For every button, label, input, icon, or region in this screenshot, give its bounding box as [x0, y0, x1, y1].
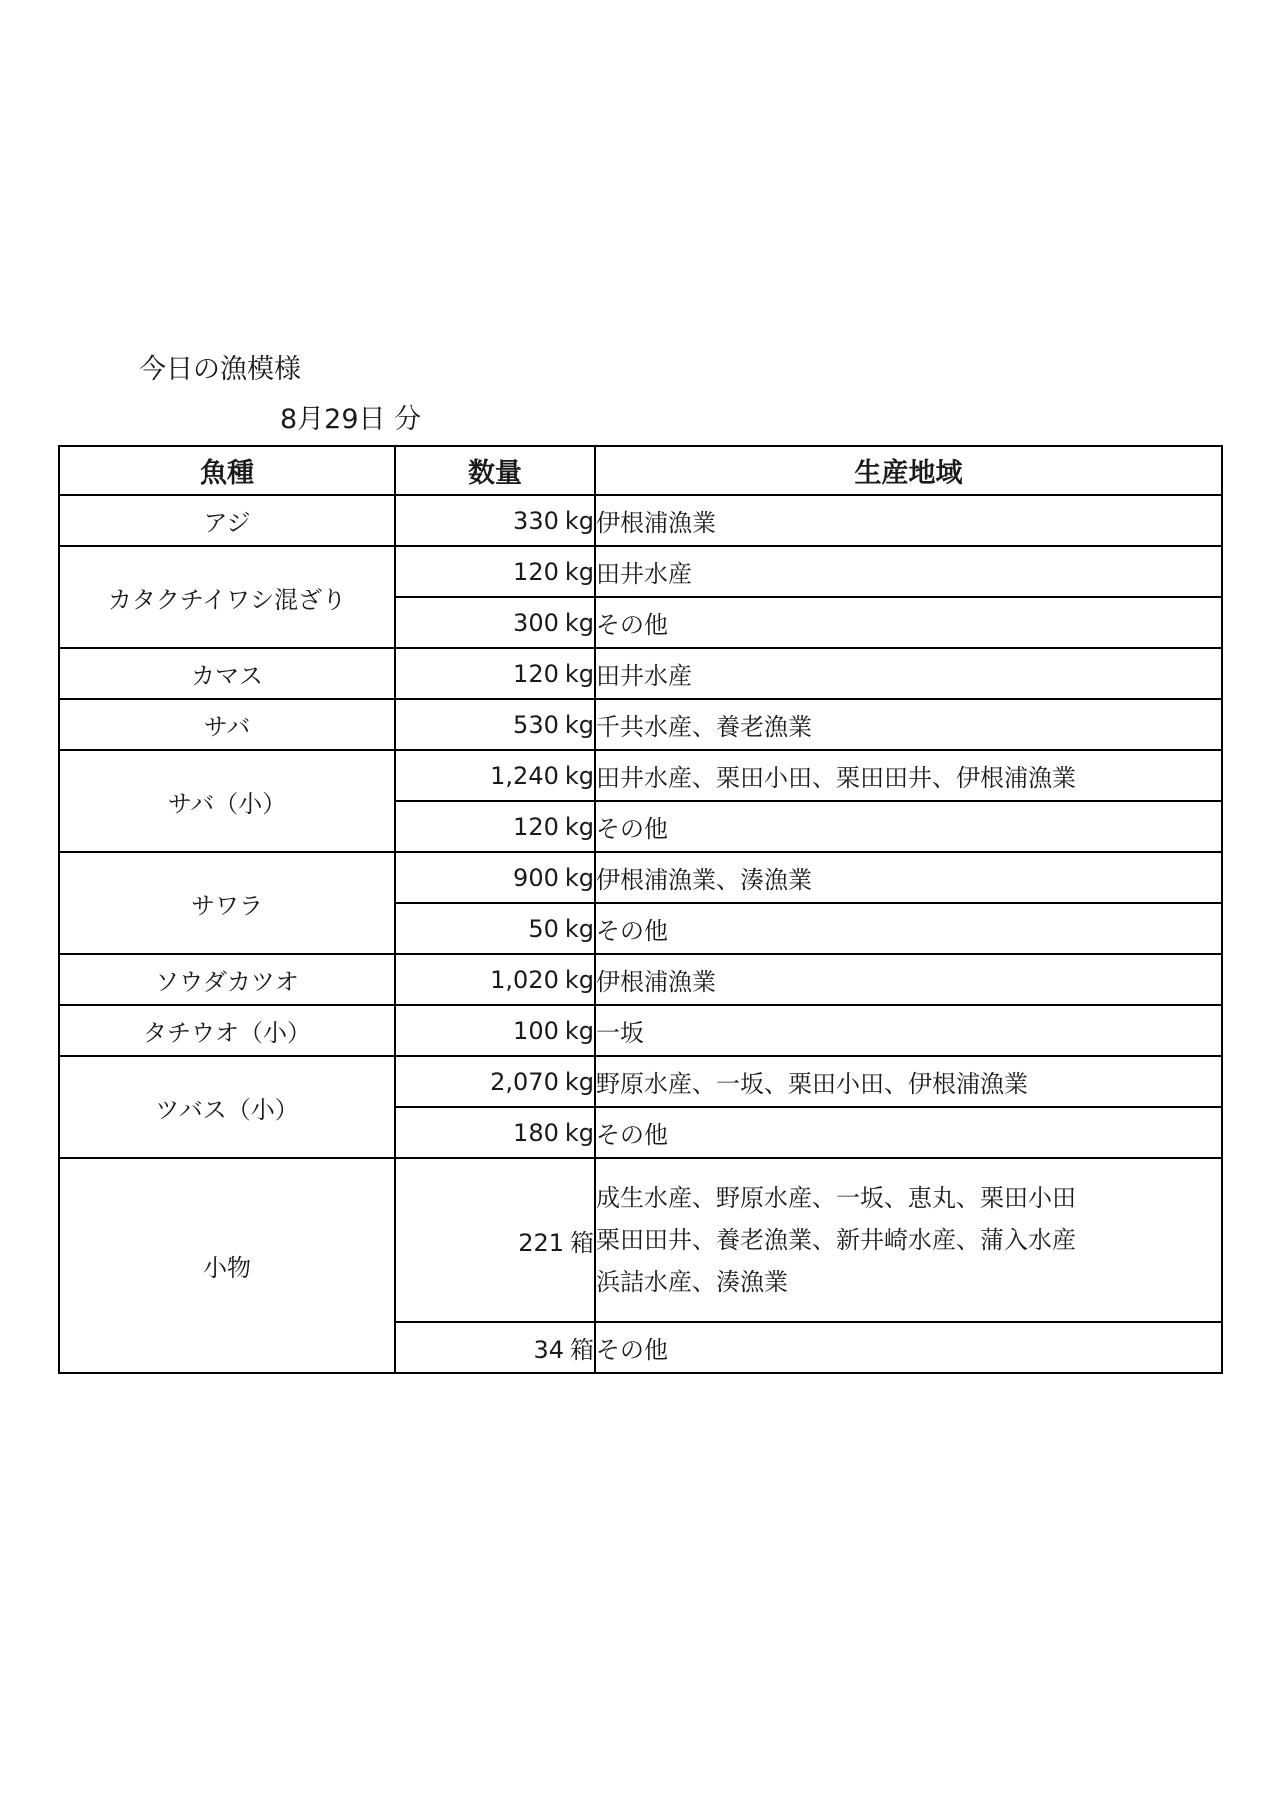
column-header-area: 生産地域: [595, 446, 1222, 495]
production-area-line: 栗田田井、養老漁業、新井崎水産、蒲入水産: [596, 1226, 1076, 1254]
fish-name: ツバス（小）: [59, 1056, 395, 1158]
quantity-value: 300: [513, 608, 559, 637]
table-row: [59, 495, 1222, 546]
fish-name: カタクチイワシ混ざり: [59, 546, 395, 648]
column-header-quantity: 数量: [395, 446, 595, 495]
production-area: 伊根浦漁業: [595, 495, 1222, 546]
production-area: 伊根浦漁業、湊漁業: [595, 852, 1222, 903]
quantity-value: 100: [513, 1016, 559, 1045]
quantity: [395, 954, 595, 1005]
catch-table: [58, 445, 1223, 1374]
production-area: その他: [595, 597, 1222, 648]
fish-name: サバ（小）: [59, 750, 395, 852]
quantity-unit: 箱: [570, 1228, 594, 1257]
quantity-unit: kg: [564, 1016, 594, 1045]
fish-name: アジ: [59, 495, 395, 546]
quantity: [395, 699, 595, 750]
production-area-line: 成生水産、野原水産、一坂、恵丸、栗田小田: [596, 1184, 1076, 1212]
quantity-value: 180: [513, 1118, 559, 1147]
quantity: [395, 1158, 595, 1322]
quantity: [395, 852, 595, 903]
fish-name: サワラ: [59, 852, 395, 954]
quantity: [395, 1056, 595, 1107]
page-title: 今日の漁模様: [139, 354, 301, 385]
table-row: [59, 954, 1222, 1005]
production-area: 野原水産、一坂、栗田小田、伊根浦漁業: [595, 1056, 1222, 1107]
quantity: [395, 750, 595, 801]
quantity: [395, 546, 595, 597]
production-area: その他: [595, 1322, 1222, 1373]
quantity-value: 221: [518, 1228, 564, 1257]
quantity-unit: kg: [564, 1067, 594, 1096]
quantity: [395, 1005, 595, 1056]
quantity: [395, 903, 595, 954]
quantity: [395, 495, 595, 546]
quantity-unit: kg: [564, 710, 594, 739]
quantity-value: 2,070: [490, 1067, 559, 1096]
production-area: 一坂: [595, 1005, 1222, 1056]
fish-name: ソウダカツオ: [59, 954, 395, 1005]
table-row: [59, 750, 1222, 801]
quantity-value: 120: [513, 557, 559, 586]
production-area: 千共水産、養老漁業: [595, 699, 1222, 750]
quantity-unit: kg: [564, 608, 594, 637]
production-area: 田井水産、栗田小田、栗田田井、伊根浦漁業: [595, 750, 1222, 801]
table-row: [59, 1005, 1222, 1056]
quantity-unit: kg: [564, 914, 594, 943]
quantity-value: 530: [513, 710, 559, 739]
column-header-fish: 魚種: [59, 446, 395, 495]
quantity-value: 50: [528, 914, 559, 943]
production-area-line: 浜詰水産、湊漁業: [596, 1268, 788, 1296]
production-area: 伊根浦漁業: [595, 954, 1222, 1005]
quantity: [395, 1107, 595, 1158]
quantity: [395, 801, 595, 852]
fish-name: サバ: [59, 699, 395, 750]
fish-name: カマス: [59, 648, 395, 699]
quantity-value: 900: [513, 863, 559, 892]
table-row: [59, 1158, 1222, 1322]
quantity-unit: 箱: [570, 1336, 594, 1364]
quantity-unit: kg: [564, 863, 594, 892]
quantity-value: 330: [513, 506, 559, 535]
table-row: [59, 546, 1222, 597]
quantity-unit: kg: [564, 1118, 594, 1147]
quantity-value: 34: [533, 1336, 564, 1364]
production-area: その他: [595, 1107, 1222, 1158]
quantity-unit: kg: [564, 812, 594, 841]
quantity-value: 120: [513, 812, 559, 841]
quantity-value: 1,240: [490, 761, 559, 790]
table-header-row: [59, 446, 1222, 495]
production-area: 田井水産: [595, 648, 1222, 699]
production-area: その他: [595, 801, 1222, 852]
production-area: [595, 1158, 1222, 1322]
quantity: [395, 1322, 595, 1373]
quantity-value: 120: [513, 659, 559, 688]
quantity-unit: kg: [564, 506, 594, 535]
quantity-unit: kg: [564, 659, 594, 688]
quantity: [395, 648, 595, 699]
table-row: [59, 1056, 1222, 1107]
production-area: その他: [595, 903, 1222, 954]
quantity-unit: kg: [564, 761, 594, 790]
quantity: [395, 597, 595, 648]
production-area: 田井水産: [595, 546, 1222, 597]
quantity-unit: kg: [564, 965, 594, 994]
fish-name: 小物: [59, 1158, 395, 1373]
table-row: [59, 648, 1222, 699]
quantity-unit: kg: [564, 557, 594, 586]
report-date: 8月29日 分: [280, 404, 422, 435]
quantity-value: 1,020: [490, 965, 559, 994]
table-row: [59, 852, 1222, 903]
fish-name: タチウオ（小）: [59, 1005, 395, 1056]
table-row: [59, 699, 1222, 750]
